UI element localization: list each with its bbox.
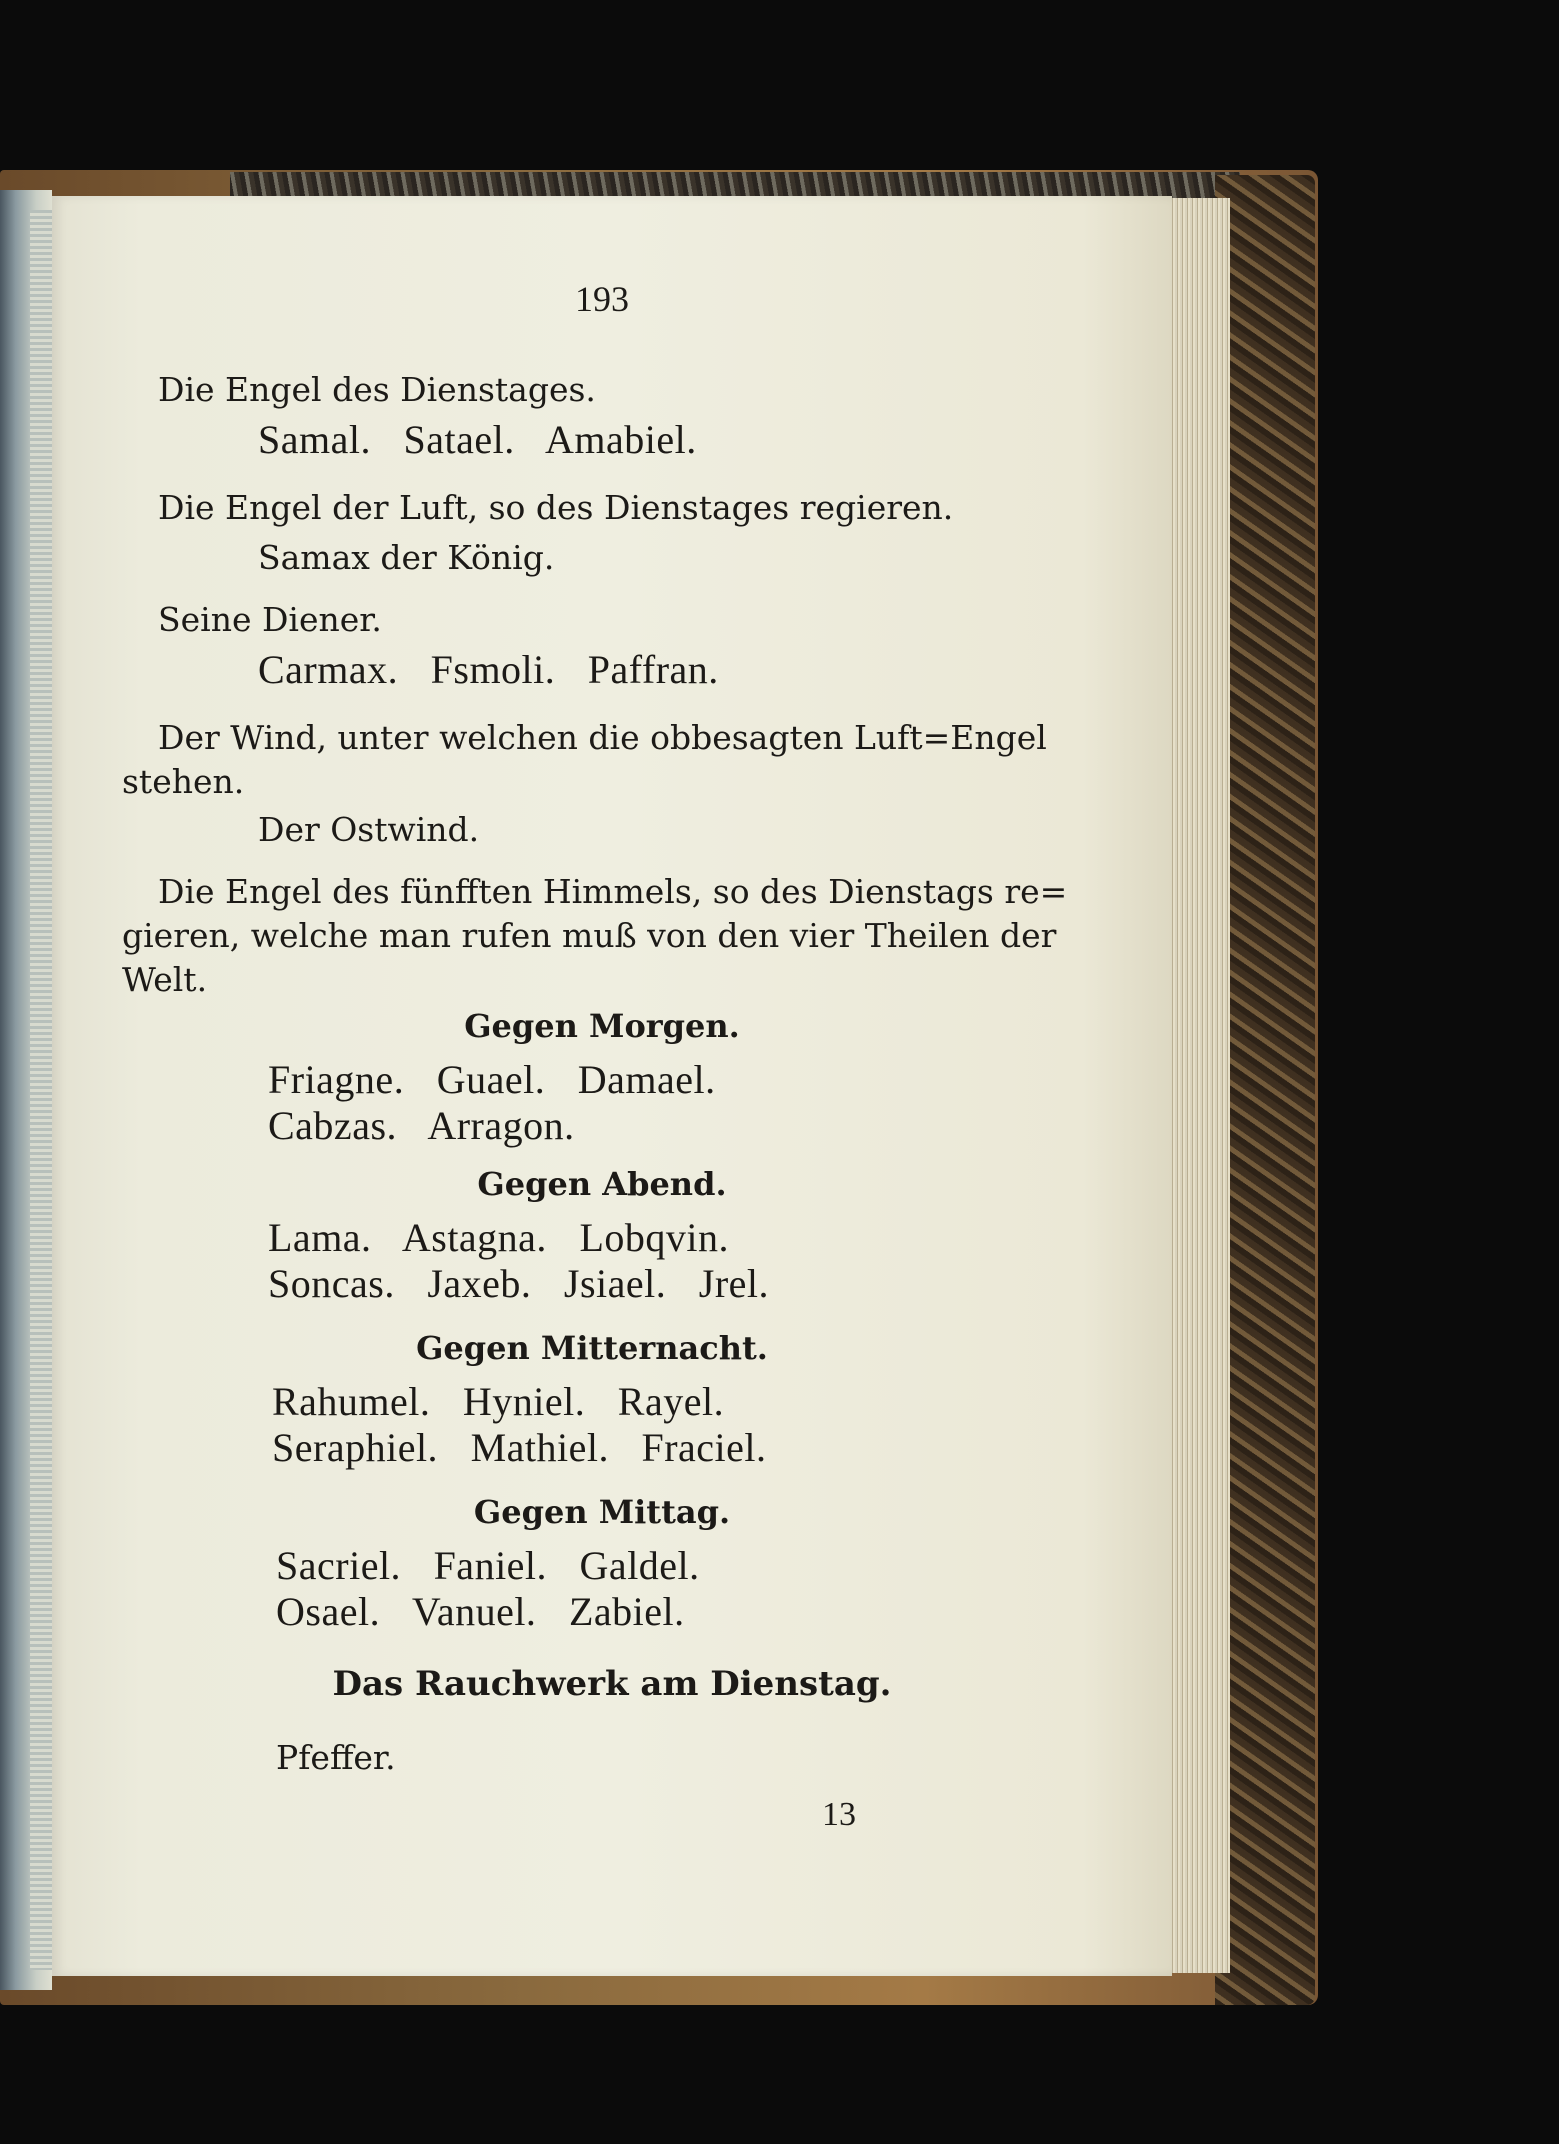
direction-heading: Gegen Mitternacht.: [416, 1329, 768, 1367]
angel-name: Jrel.: [698, 1261, 770, 1306]
section-heading: Das Rauchwerk am Dienstag.: [332, 1664, 892, 1704]
angel-name: Fsmoli.: [430, 647, 556, 692]
angel-name: Faniel.: [433, 1543, 548, 1588]
angel-name: Sacriel.: [276, 1543, 402, 1588]
paragraph-line: stehen.: [122, 762, 245, 801]
direction-heading: Gegen Mittag.: [473, 1493, 731, 1531]
page-number: 193: [575, 279, 629, 319]
angel-name: Hyniel.: [462, 1379, 586, 1424]
angel-name: Astagna.: [401, 1215, 547, 1260]
direction-heading: Gegen Abend.: [477, 1165, 727, 1203]
angel-name: Osael.: [276, 1589, 381, 1634]
angel-name: Fraciel.: [641, 1425, 767, 1470]
angel-name: Damael.: [577, 1057, 716, 1102]
angel-name: Lama.: [268, 1215, 372, 1260]
name-row: [268, 1102, 575, 1150]
book-page: [52, 196, 1172, 1976]
angel-name: Jaxeb.: [427, 1261, 532, 1306]
signature-mark: 13: [822, 1796, 856, 1833]
angel-name: Samal.: [258, 417, 371, 462]
angel-name: Amabiel.: [545, 417, 697, 462]
angel-name: Vanuel.: [411, 1589, 537, 1634]
paragraph-line: Die Engel des fünfften Himmels, so des Dienstags re=: [158, 872, 1068, 911]
name-row: [276, 1588, 685, 1636]
angel-name: Paffran.: [587, 647, 719, 692]
paragraph-line: Der Wind, unter welchen die obbesagten Luft=Engel: [158, 718, 1047, 757]
name-row: [258, 646, 719, 694]
direction-heading: Gegen Morgen.: [464, 1007, 740, 1045]
name-row: [268, 1056, 716, 1104]
page-text: [52, 196, 1172, 1976]
angel-name: Arragon.: [427, 1103, 575, 1148]
angel-name: Cabzas.: [268, 1103, 398, 1148]
angel-name: Seraphiel.: [272, 1425, 439, 1470]
wind-name: Der Ostwind.: [258, 810, 480, 849]
angel-name: Galdel.: [579, 1543, 700, 1588]
name-row: [272, 1424, 767, 1472]
marbled-board-edge: [1215, 175, 1315, 2005]
angel-name: Rayel.: [617, 1379, 725, 1424]
left-page-fore-edge: [30, 210, 52, 1970]
paragraph-line: Die Engel der Luft, so des Dienstages regieren.: [158, 488, 954, 527]
angel-name: Jsiael.: [563, 1261, 667, 1306]
section-heading: Die Engel des Dienstages.: [158, 370, 596, 409]
name-row: [268, 1260, 769, 1308]
angel-name: Guael.: [436, 1057, 546, 1102]
angel-name: Zabiel.: [568, 1589, 685, 1634]
incense-item: Pfeffer.: [276, 1738, 396, 1777]
name-row: [268, 1214, 729, 1262]
angel-name: Carmax.: [258, 647, 399, 692]
angel-name: Rahumel.: [272, 1379, 431, 1424]
angel-name: Lobqvin.: [579, 1215, 729, 1260]
king-line: Samax der König.: [258, 538, 555, 577]
paragraph-line: Welt.: [122, 960, 208, 999]
name-row: [272, 1378, 724, 1426]
angel-name: Friagne.: [268, 1057, 405, 1102]
name-row: [276, 1542, 700, 1590]
paragraph-line: gieren, welche man rufen muß von den vier Theilen der: [122, 916, 1057, 955]
servants-label: Seine Diener.: [158, 600, 382, 639]
angel-name: Soncas.: [268, 1261, 395, 1306]
angel-name: Satael.: [403, 417, 515, 462]
angel-name: Mathiel.: [470, 1425, 609, 1470]
name-row: [258, 416, 697, 464]
